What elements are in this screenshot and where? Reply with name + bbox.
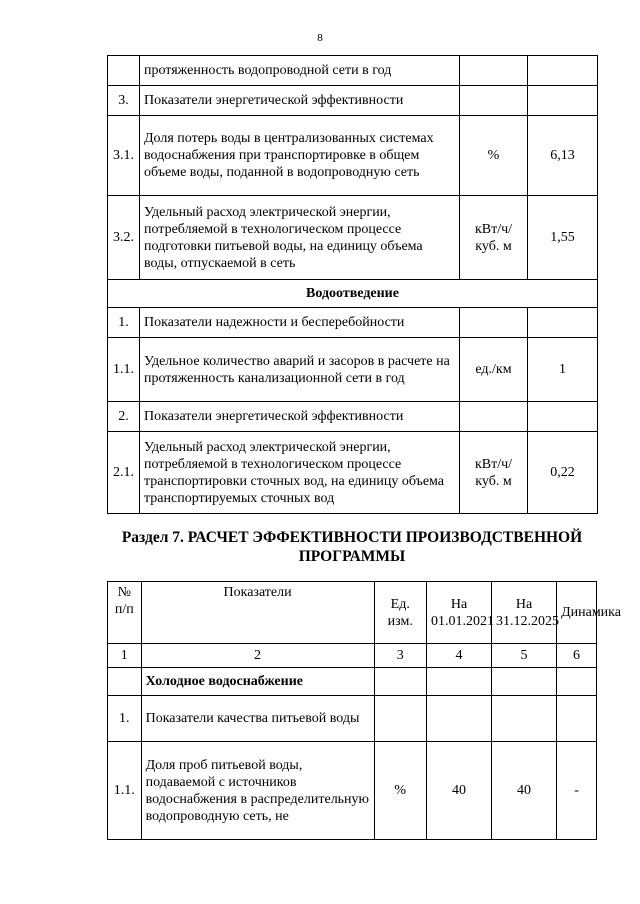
unit-cell <box>460 402 528 432</box>
indicator-name: Показатели надежности и бесперебойности <box>140 308 460 338</box>
unit-cell: кВт/ч/куб. м <box>460 196 528 280</box>
column-numbering-row <box>108 644 597 668</box>
section-title: Холодное водоснабжение <box>141 668 374 696</box>
column-header: Ед. изм. <box>374 582 426 644</box>
row-number: 1.1. <box>108 742 142 840</box>
column-header: На 31.12.2025 <box>492 582 557 644</box>
indicator-name: Показатели качества питьевой воды <box>141 696 374 742</box>
value-cell <box>528 86 598 116</box>
value-2025: 40 <box>492 742 557 840</box>
table-row <box>108 742 597 840</box>
value-cell: 0,22 <box>528 432 598 514</box>
value-cell: 1,55 <box>528 196 598 280</box>
column-number: 3 <box>374 644 426 668</box>
column-header: Показатели <box>141 582 374 644</box>
indicator-name: Показатели энергетической эффективности <box>140 402 460 432</box>
dynamics-cell: - <box>557 742 597 840</box>
value-cell: 6,13 <box>528 116 598 196</box>
indicator-name: Доля потерь воды в централизованных системах водоснабжения при транспортировке в общем объеме воды, поданной в водопроводную сеть <box>140 116 460 196</box>
row-number: 1.1. <box>108 338 140 402</box>
indicator-name: Доля проб питьевой воды, подаваемой с источников водоснабжения в распределительную водопроводную сеть, не <box>141 742 374 840</box>
unit-cell <box>460 308 528 338</box>
section-7-heading: Раздел 7. РАСЧЕТ ЭФФЕКТИВНОСТИ ПРОИЗВОДСТВЕННОЙ ПРОГРАММЫ <box>121 529 583 565</box>
dynamics-cell <box>557 696 597 742</box>
table-row <box>108 56 598 86</box>
column-number: 1 <box>108 644 142 668</box>
indicator-name: Показатели энергетической эффективности <box>140 86 460 116</box>
table-row <box>108 338 598 402</box>
column-header: № п/п <box>108 582 142 644</box>
table-header-row <box>108 582 597 644</box>
unit-cell <box>374 696 426 742</box>
value-cell <box>528 56 598 86</box>
section-row <box>108 280 598 308</box>
indicator-name: Удельный расход электрической энергии, потребляемой в технологическом процессе подготовки питьевой воды, на единицу объема воды, отпускаемой в сеть <box>140 196 460 280</box>
column-header: Динамика <box>557 582 597 644</box>
table-row <box>108 308 598 338</box>
row-number: 2.1. <box>108 432 140 514</box>
section-title: Водоотведение <box>108 280 598 308</box>
table-row <box>108 86 598 116</box>
indicator-name: Удельное количество аварий и засоров в расчете на протяженность канализационной сети в год <box>140 338 460 402</box>
row-number: 1. <box>108 696 142 742</box>
page-number: 8 <box>317 32 323 44</box>
row-number: 3.2. <box>108 196 140 280</box>
value-cell <box>528 402 598 432</box>
table-row <box>108 696 597 742</box>
unit-cell: ед./км <box>460 338 528 402</box>
column-number: 5 <box>492 644 557 668</box>
unit-cell <box>460 56 528 86</box>
row-number: 3. <box>108 86 140 116</box>
table-row <box>108 196 598 280</box>
column-header: На 01.01.2021 <box>426 582 491 644</box>
value-cell: 1 <box>528 338 598 402</box>
value-cell <box>528 308 598 338</box>
row-number: 3.1. <box>108 116 140 196</box>
section-row <box>108 668 597 696</box>
indicators-table-top <box>107 55 598 514</box>
value-2021 <box>426 696 491 742</box>
indicator-name: протяженность водопроводной сети в год <box>140 56 460 86</box>
value-2025 <box>492 696 557 742</box>
table-row <box>108 116 598 196</box>
table-row <box>108 432 598 514</box>
row-number: 1. <box>108 308 140 338</box>
row-number: 2. <box>108 402 140 432</box>
unit-cell: % <box>374 742 426 840</box>
column-number: 2 <box>141 644 374 668</box>
efficiency-table <box>107 581 621 840</box>
column-number: 4 <box>426 644 491 668</box>
unit-cell: % <box>460 116 528 196</box>
indicator-name: Удельный расход электрической энергии, потребляемой в технологическом процессе транспортировки сточных вод, на единицу объема транспортируемых сточных вод <box>140 432 460 514</box>
unit-cell <box>460 86 528 116</box>
row-number <box>108 56 140 86</box>
table-row <box>108 402 598 432</box>
unit-cell: кВт/ч/куб. м <box>460 432 528 514</box>
column-number: 6 <box>557 644 597 668</box>
value-2021: 40 <box>426 742 491 840</box>
